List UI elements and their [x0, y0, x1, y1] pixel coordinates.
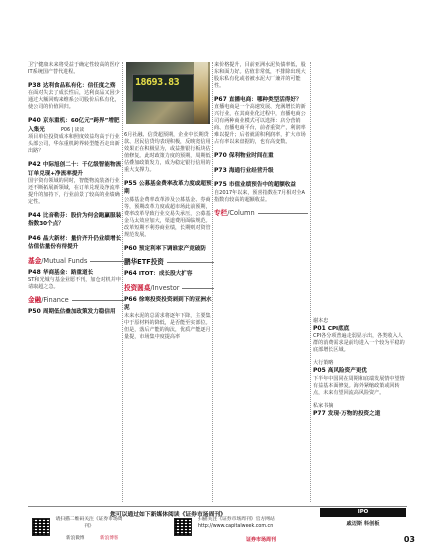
toc-entry[interactable]	[124, 180, 214, 239]
intro-text: 6月社融、信贷超预期，企业中长期贷款、居民信贷均表现积极，反映宽信用效果正在积极显为，或益推银行板块估值修复。此时政策力度的预期，周期低估叠加政策发力，成为稳定银行信用的重大支撑力。	[124, 132, 211, 173]
blog-label[interactable]: 新浪博客	[100, 536, 119, 541]
entry-title: 保利物业时间在重	[228, 153, 274, 160]
entry-title: 晶大新材：量价齐升仍业绩增长估值估量份有待提升	[28, 235, 122, 251]
scan-instruction: 请扫描二维码关注《证券市场周刊》	[55, 517, 123, 529]
footer-headline: 您可以通过如下新媒体阅读《证券市场周刊》	[110, 512, 226, 518]
toc-entry[interactable]	[124, 245, 214, 253]
entry-summary: 直播电商是一个高速发展、充满增长的新兴行业，在其商业化过程中，直播电商公司有两种商业模式可以选择：店分营销商、直播电商平台，前者重资产，利润率难以提升；后者就需积利润率，扩大市场占有率以来盘据的，也有高变数。	[214, 104, 306, 146]
toc-entry[interactable]	[28, 235, 124, 252]
page-number: P75	[214, 181, 227, 189]
toc-entry[interactable]	[28, 269, 124, 291]
qr-code-icon[interactable]	[174, 518, 192, 536]
column-divider	[310, 62, 311, 502]
toc-entry[interactable]	[124, 270, 214, 278]
page-number: P05	[313, 367, 326, 375]
page-number: P44	[28, 212, 41, 220]
entry-title: 发现·万物的投资之道	[327, 410, 381, 417]
page-number: P50	[28, 308, 41, 316]
toc-entry[interactable]	[313, 318, 407, 354]
toc-entry[interactable]	[214, 167, 308, 175]
photo-ticker-number: 18693.83	[135, 77, 180, 88]
toc-entry[interactable]	[28, 117, 124, 155]
page-number: P73	[214, 166, 227, 174]
entry-title: 京东重机：60亿元“跨界”增肥入集光	[28, 118, 120, 133]
section-header-investor: 投资圆桌 /Investor	[124, 285, 214, 292]
photo-caption: P06 | 读读	[61, 128, 85, 133]
page-number: P77	[313, 409, 326, 417]
entry-title: 周期低估叠加政策发力稳信用	[42, 309, 116, 316]
entry-summary: 在面对失去了成长性后，达利食品又因少通过大额回购来维系公司股价后私有化，使公司的价值回归。	[28, 90, 120, 111]
entry-title: 比音勒芬：股价为何会跑赢服装指数30个点？	[28, 213, 122, 228]
website-instruction: 扫描关注《证券市场周刊》官方网站	[198, 517, 275, 522]
page-number: P60	[124, 244, 137, 252]
entry-title: 预定利率下调谁家产竞破防	[138, 245, 206, 252]
column-author: 私家书摘	[313, 402, 334, 409]
entry-summary: 下半年中国同在周期和底端发展情中望情有益基本面修复。海外紧缩政策或回转点，未来有望回流高风险资产。	[313, 375, 405, 396]
page-number: P70	[214, 152, 227, 160]
page-number: P64	[124, 270, 137, 278]
brand-stamp: 证券市场周刊	[246, 537, 277, 543]
entry-summary: 公募基金费率改革涉及公募基金、券商等，预期改革力度或超市场此前预期，费率改革导致行业交易失承压，公募基金马太效应加大，渠道费用面临规范。改革短期不利券商业绩，长期则对资管规范发展。	[124, 196, 211, 238]
page-number: P55	[124, 180, 137, 187]
entry-summary: 自2017年以来，预喜指数在7月相对全A指数有较高的超额收益。	[214, 189, 306, 203]
toc-entry[interactable]	[214, 96, 308, 146]
toc-entry[interactable]	[124, 296, 214, 341]
intro-text: 卫宁健康未来将受益于确定性较高的医疗IT系统国产替代进程。	[28, 62, 120, 75]
page-number: P48	[28, 268, 41, 276]
toc-entry[interactable]	[214, 152, 308, 160]
toc-entry[interactable]	[313, 403, 407, 418]
entry-title: 中际旭创二十：千亿级智能物流订单兑现+净流率提升	[28, 162, 122, 177]
section-header-column: 专栏 /Column	[214, 210, 308, 217]
column-author: 谢本忠	[313, 318, 329, 324]
page-number: P38	[28, 82, 41, 89]
footer-divider	[28, 506, 407, 507]
toc-column-3	[214, 62, 308, 221]
entry-summary: 未来水泥的总需求将逐年下降，主要集中于原材料的降低，是否能至实部位。但是，落后产能的淘汰，优质产能逐月量提，市场集中度提高率	[124, 312, 211, 340]
entry-summary: 项目单位投资成本和照度效益均高于行业头部公司，华东重机跨界转型能否走出新出路？	[28, 134, 120, 155]
toc-entry[interactable]	[28, 161, 124, 206]
toc-entry[interactable]	[313, 360, 407, 396]
entry-title: 华商基金：路重道长	[42, 269, 94, 276]
editor-credits: 戚迈斯 科创板	[346, 521, 380, 527]
section-header-etf: 鹏华ETF投资	[124, 259, 214, 266]
section-header-finance: 金融 /Finance	[28, 297, 124, 304]
page-number: P42	[28, 161, 41, 169]
column-author: 大行策略	[313, 360, 334, 367]
qr-code-icon[interactable]	[32, 518, 50, 536]
entry-title: 达利食品私有化：信任度之殇	[42, 83, 116, 89]
page-number-footer: 03	[403, 535, 415, 544]
page-number: P01	[313, 325, 326, 332]
weibo-label[interactable]: 新浪微博	[66, 536, 85, 541]
intro-text: 来价格提升，目前亚洲水泥负债率低，股东和面力好。估值非常低，不排除出现大股东私有化或者被水泥大厂兼并的可能性。	[214, 62, 306, 89]
entry-title: 市值业绩预告中的超额收益	[228, 182, 296, 189]
toc-entry[interactable]	[28, 82, 124, 111]
page-number: P40	[28, 117, 41, 125]
entry-title: CPI底底	[327, 326, 350, 332]
entry-summary: 国宇资有领域的同时，智能物流装备行业还不断拓展新领域，在订单兑现及净流率提升的加持下，行业前景了较高的业绩确定性。	[28, 178, 120, 206]
entry-title: 公募基金费率改革力度或超预期	[124, 181, 212, 196]
website-url[interactable]: http://www.capitalweek.com.cn	[198, 523, 274, 529]
page-number: P66	[124, 296, 137, 304]
entry-title: 直播电商：哪种类型活得好？	[228, 97, 302, 103]
toc-column-2	[124, 62, 214, 347]
entry-title: ITOT：成长股大扩容	[138, 271, 193, 278]
section-header-fund: 基金 /Mutual Funds	[28, 258, 124, 265]
entry-title: 徐寒投资投资剥到下的亚洲水泥	[124, 297, 212, 312]
toc-entry[interactable]	[28, 212, 124, 229]
toc-entry[interactable]	[214, 181, 308, 203]
entry-title: 海通行业经营升级	[228, 167, 274, 174]
toc-entry[interactable]	[28, 308, 124, 316]
toc-column-1	[28, 62, 124, 323]
cover-photo[interactable]	[126, 62, 210, 124]
website-block	[198, 517, 308, 530]
page-number: P67	[214, 96, 227, 103]
page-number: P46	[28, 234, 41, 242]
entry-summary: CPI各分项普遍走弱显示出，各类收入人群的消费需求是前均进入一个较为平稳的底部增长区域。	[313, 333, 405, 354]
footer-subscribe	[28, 517, 308, 543]
entry-summary: ST和光城与基金业愿不刊，加仓对机并申请取超之急。	[28, 277, 121, 291]
ipo-banner: IPO	[320, 508, 406, 517]
toc-column-4	[313, 318, 407, 424]
entry-title: 高风险资产更优	[327, 368, 368, 375]
